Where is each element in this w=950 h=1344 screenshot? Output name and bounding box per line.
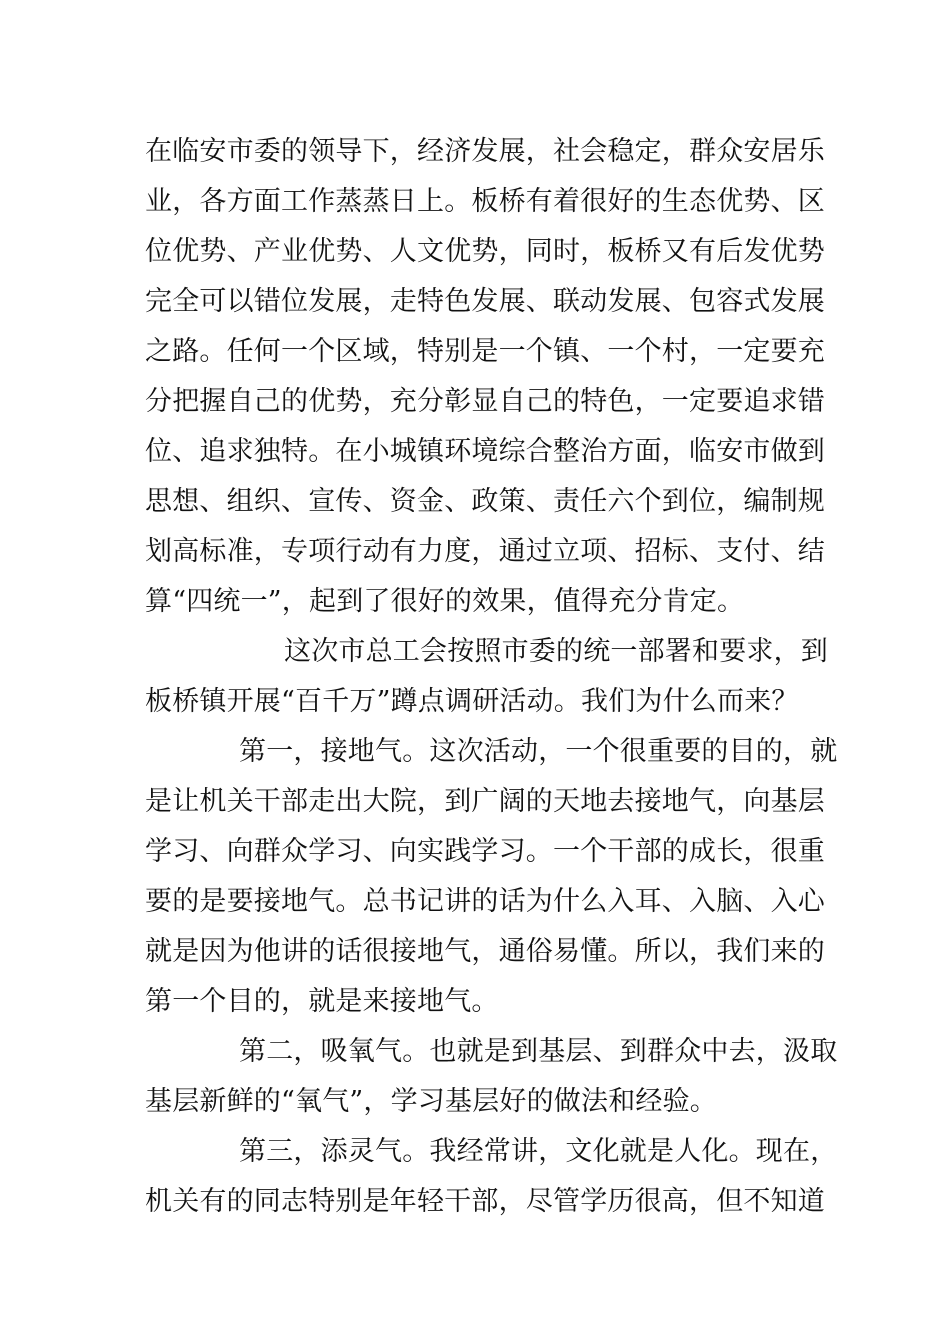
text-line: 位、追求独特。在小城镇环境综合整治方面，临安市做到: [145, 436, 825, 467]
text-line: 完全可以错位发展，走特色发展、联动发展、包容式发展: [145, 286, 825, 317]
text-line: 位优势、产业优势、人文优势，同时，板桥又有后发优势: [145, 236, 825, 267]
text-line: 学习、向群众学习、向实践学习。一个干部的成长，很重: [145, 836, 825, 867]
text-line: 分把握自己的优势，充分彰显自己的特色，一定要追求错: [145, 386, 825, 417]
text-line: 在临安市委的领导下，经济发展，社会稳定，群众安居乐: [145, 136, 825, 167]
text-line: 是让机关干部走出大院，到广阔的天地去接地气，向基层: [145, 786, 825, 817]
paragraph-first-line: 这次市总工会按照市委的统一部署和要求，到: [284, 636, 828, 667]
text-line: 板桥镇开展“百千万”蹲点调研活动。我们为什么而来？: [145, 686, 799, 717]
text-line: 思想、组织、宣传、资金、政策、责任六个到位，编制规: [145, 486, 825, 517]
text-line: 第一个目的，就是来接地气。: [145, 986, 499, 1017]
paragraph-first-line: 第二，吸氧气。也就是到基层、到群众中去，汲取: [239, 1036, 838, 1067]
text-line: 就是因为他讲的话很接地气，通俗易懂。所以，我们来的: [145, 936, 825, 967]
text-line: 业，各方面工作蒸蒸日上。板桥有着很好的生态优势、区: [145, 186, 825, 217]
text-line: 基层新鲜的“氧气”，学习基层好的做法和经验。: [145, 1086, 718, 1117]
text-line: 算“四统一”，起到了很好的效果，值得充分肯定。: [145, 586, 745, 617]
paragraph-first-line: 第一，接地气。这次活动，一个很重要的目的，就: [239, 736, 838, 767]
text-line: 之路。任何一个区域，特别是一个镇、一个村，一定要充: [145, 336, 825, 367]
text-line: 划高标准，专项行动有力度，通过立项、招标、支付、结: [145, 536, 825, 567]
paragraph-first-line: 第三，添灵气。我经常讲，文化就是人化。现在，: [239, 1136, 838, 1167]
text-line: 要的是要接地气。总书记讲的话为什么入耳、入脑、入心: [145, 886, 825, 917]
text-line: 机关有的同志特别是年轻干部，尽管学历很高，但不知道: [145, 1186, 825, 1217]
